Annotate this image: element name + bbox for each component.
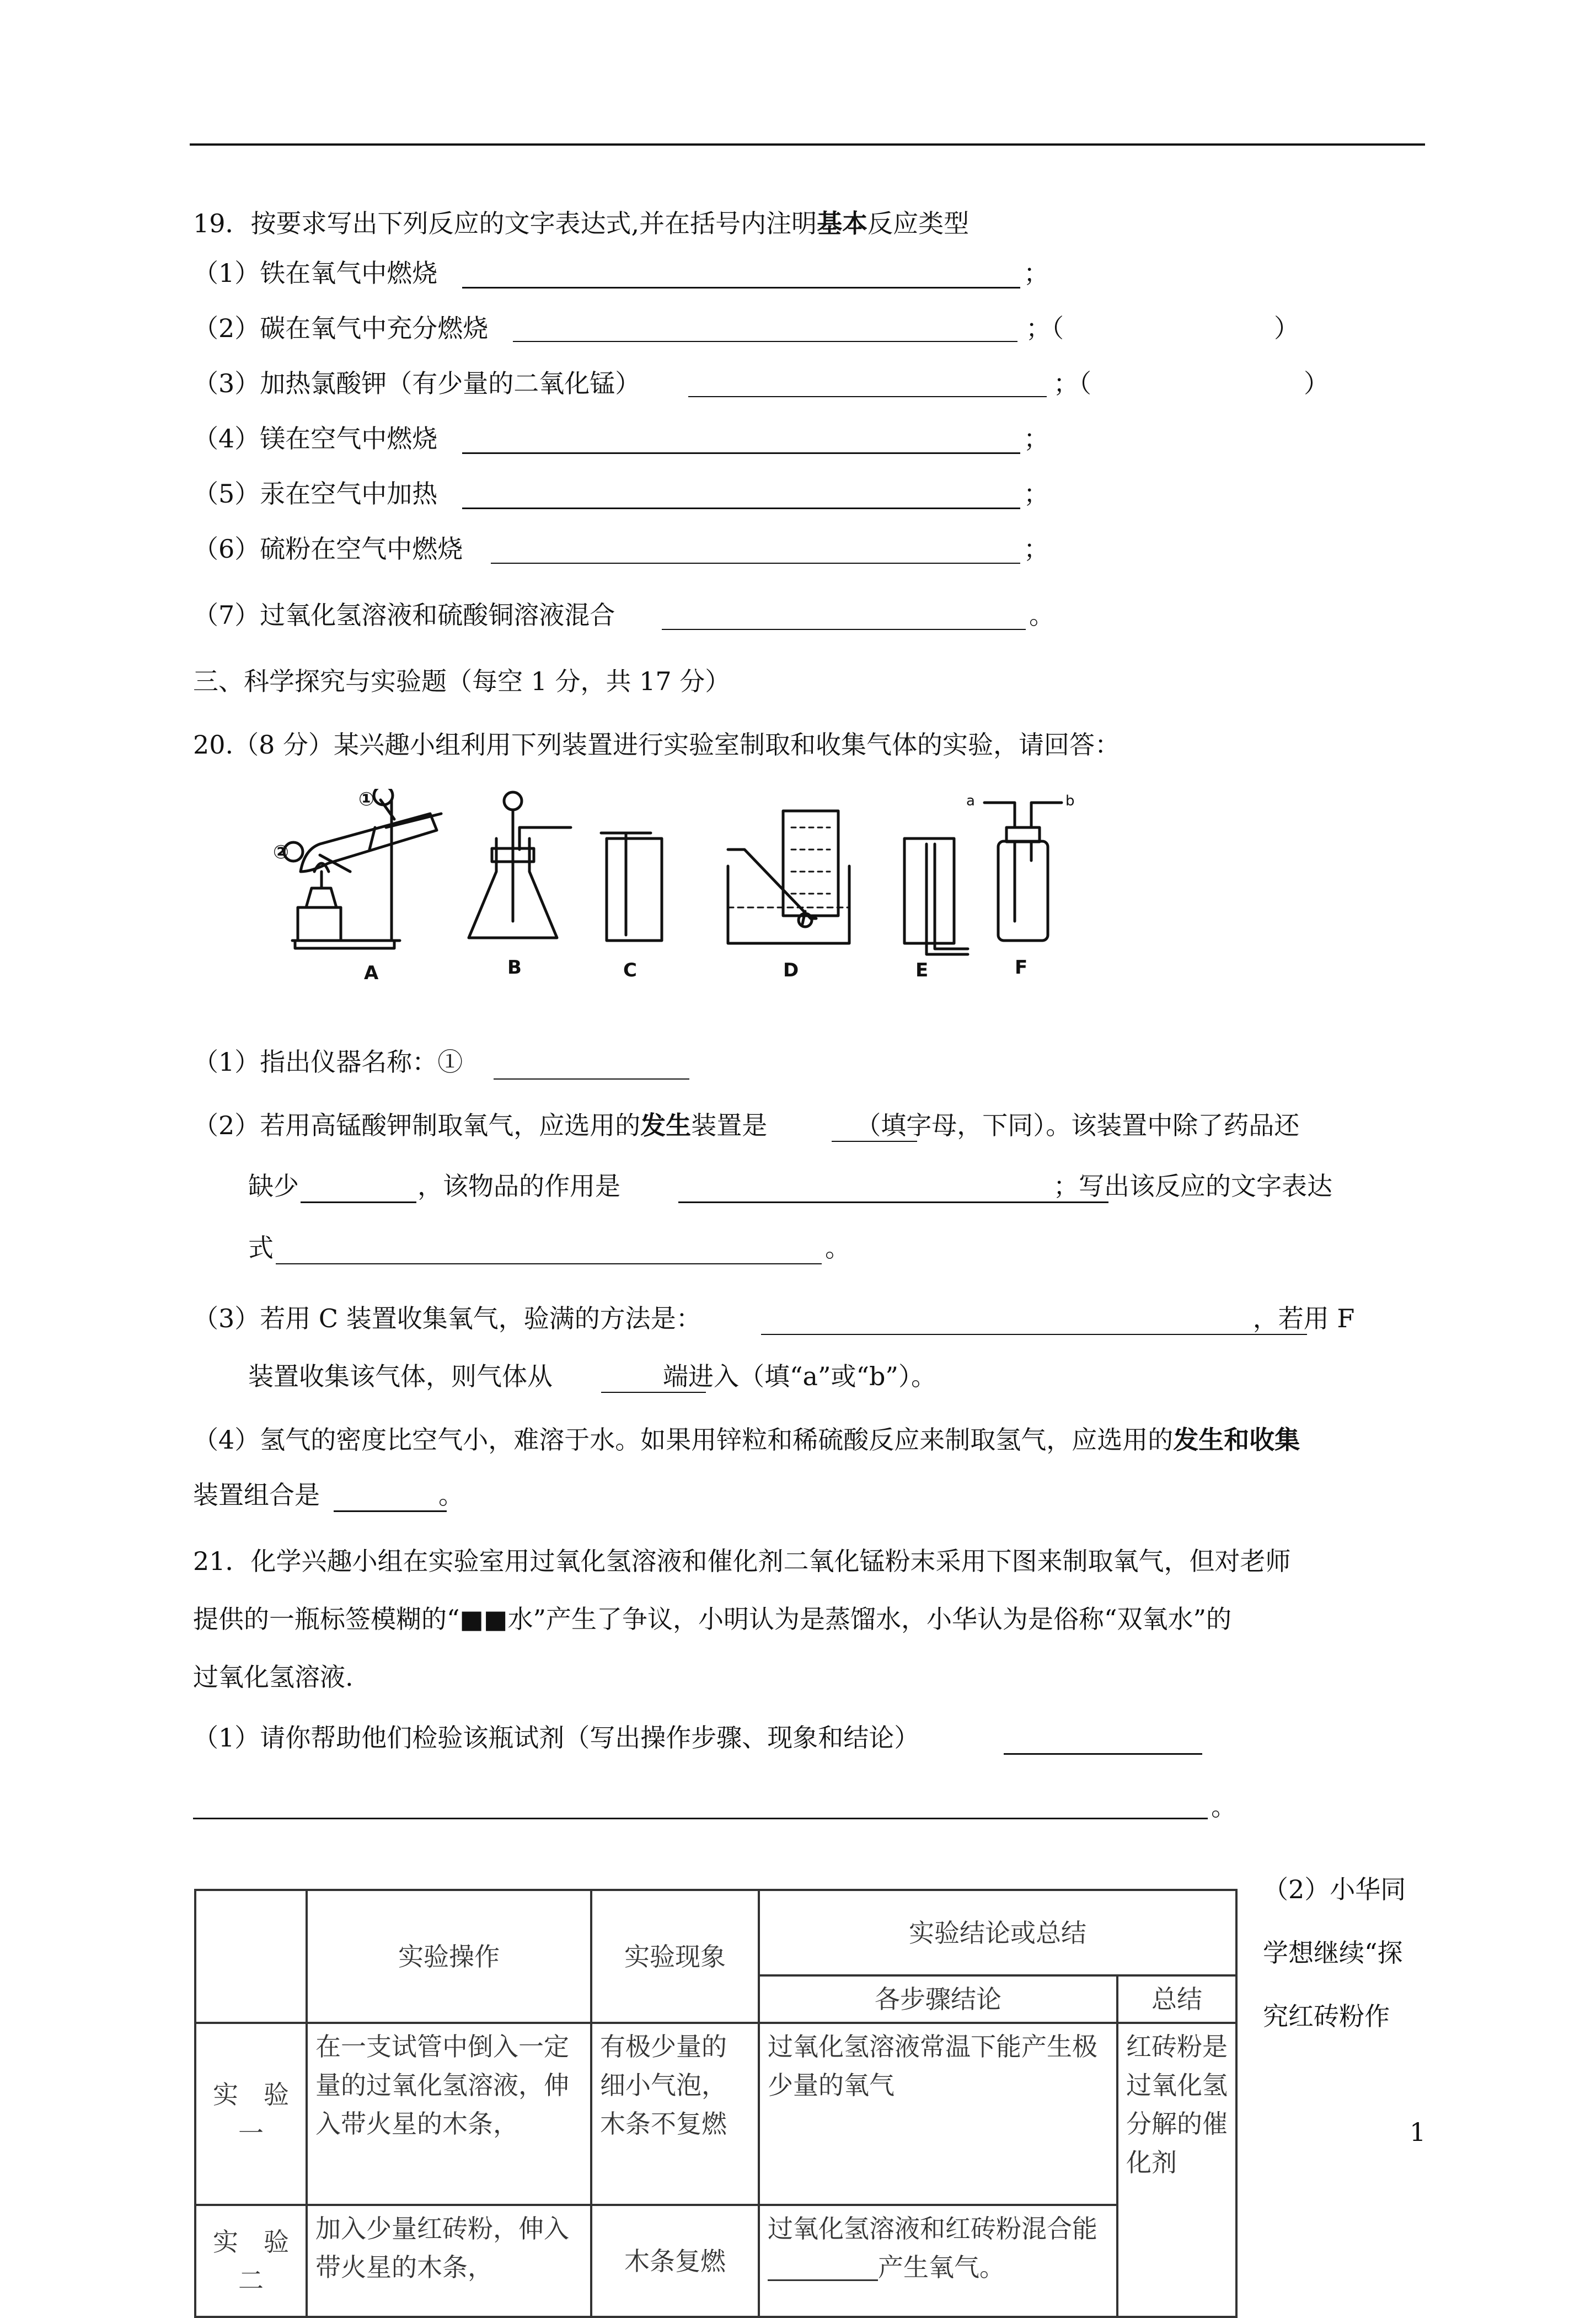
header-step-conclusion: 各步骤结论 bbox=[759, 1975, 1117, 2023]
q20-title: 20.（8 分）某兴趣小组利用下列装置进行实验室制取和收集气体的实验，请回答： bbox=[193, 730, 1121, 760]
q20-port-blank[interactable] bbox=[601, 1392, 706, 1393]
apparatus-e-icon bbox=[904, 838, 968, 954]
apparatus-b-icon bbox=[469, 792, 571, 938]
page-number: 1 bbox=[1410, 2117, 1426, 2147]
q20-part-2-line-1: （2）若用高锰酸钾制取氧气，应选用的发生装置是 （填字母，下同）。该装置中除了药品还 bbox=[193, 1110, 1300, 1140]
experiment-2-phenomenon: 木条复燃 bbox=[591, 2205, 759, 2317]
port-b-label: b bbox=[1065, 793, 1075, 809]
q19-item-2-close: ） bbox=[1274, 313, 1299, 343]
q20-equation-blank[interactable] bbox=[276, 1263, 822, 1264]
q19-item-4: （4）镁在空气中燃烧 bbox=[193, 424, 438, 453]
q20-instrument-blank[interactable] bbox=[494, 1078, 689, 1080]
marker-2: ② bbox=[273, 841, 289, 863]
q19-item-1-end: ； bbox=[1024, 258, 1049, 288]
experiment-1-name: 实 验 一 bbox=[195, 2023, 307, 2205]
q21-test-blank-1[interactable] bbox=[1004, 1753, 1202, 1755]
header-phenomenon: 实验现象 bbox=[591, 1890, 759, 2023]
apparatus-d-icon bbox=[728, 811, 849, 943]
q19-item-1: （1）铁在氧气中燃烧 bbox=[193, 258, 438, 288]
experiment-1-phenomenon: 有极少量的细小气泡，木条不复燃 bbox=[591, 2023, 759, 2205]
q21-line-2: 提供的一瓶标签模糊的“■■水”产生了争议，小明认为是蒸馏水，小华认为是俗称“双氧水”的 bbox=[193, 1604, 1231, 1634]
apparatus-c-icon bbox=[601, 833, 662, 941]
q19-item-6-end: ； bbox=[1024, 534, 1049, 564]
header-conclusion: 实验结论或总结 bbox=[759, 1890, 1236, 1975]
apparatus-label-b: B bbox=[507, 957, 522, 979]
experiment-1-operation: 在一支试管中倒入一定量的过氧化氢溶液，伸入带火星的木条， bbox=[307, 2023, 591, 2205]
q20-part-4-line-2: 装置组合是 。 bbox=[193, 1480, 464, 1510]
q19-item-2-end: ；（ bbox=[1026, 313, 1064, 343]
experiment-table bbox=[194, 1889, 1238, 2318]
apparatus-diagram bbox=[265, 789, 1147, 987]
q19-item-7: （7）过氧化氢溶液和硫酸铜溶液混合 bbox=[193, 600, 615, 630]
q21-part-1-end: 。 bbox=[1211, 1792, 1236, 1822]
experiment-2-operation: 加入少量红砖粉，伸入带火星的木条， bbox=[307, 2205, 591, 2317]
experiment-summary: 红砖粉是过氧化氢分解的催化剂 bbox=[1117, 2023, 1236, 2317]
q20-part-2-line-2: 缺少 ，该物品的作用是 ；写出该反应的文字表达 bbox=[248, 1171, 1332, 1201]
q20-part-3-line-2: 装置收集该气体，则气体从 端进入（填“a”或“b”）。 bbox=[248, 1361, 936, 1391]
header-rule bbox=[190, 143, 1425, 146]
q21-line-1: 21．化学兴趣小组在实验室用过氧化氢溶液和催化剂二氧化锰粉末采用下图来制取氧气，但对老师 bbox=[193, 1546, 1291, 1576]
marker-1: ① bbox=[358, 789, 374, 810]
q20-combination-blank[interactable] bbox=[334, 1510, 447, 1512]
q19-item-7-end: 。 bbox=[1029, 600, 1054, 630]
q21-line-3: 过氧化氢溶液. bbox=[193, 1662, 354, 1692]
experiment-2-step-conclusion: 过氧化氢溶液和红砖粉混合能产生氧气。 bbox=[759, 2205, 1117, 2317]
q19-item-5-end: ； bbox=[1024, 479, 1049, 509]
q19-answer-blank-3[interactable] bbox=[688, 396, 1047, 397]
apparatus-a-icon bbox=[284, 789, 441, 948]
q21-part-1: （1）请你帮助他们检验该瓶试剂（写出操作步骤、现象和结论） bbox=[193, 1723, 920, 1753]
q20-full-check-blank[interactable] bbox=[761, 1334, 1307, 1335]
q20-generator-blank[interactable] bbox=[832, 1141, 917, 1142]
q19-title: 19．按要求写出下列反应的文字表达式,并在括号内注明基本反应类型 bbox=[193, 209, 970, 238]
apparatus-label-f: F bbox=[1015, 957, 1028, 979]
table-corner-cell bbox=[195, 1890, 307, 2023]
header-operation: 实验操作 bbox=[307, 1890, 591, 2023]
q19-item-6: （6）硫粉在空气中燃烧 bbox=[193, 534, 463, 564]
apparatus-f-icon bbox=[984, 803, 1062, 941]
q19-answer-blank-6[interactable] bbox=[491, 563, 1020, 564]
port-a-label: a bbox=[966, 793, 975, 809]
q19-item-2: （2）碳在氧气中充分燃烧 bbox=[193, 313, 489, 343]
apparatus-label-e: E bbox=[915, 959, 929, 981]
header-summary: 总结 bbox=[1117, 1975, 1236, 2023]
q20-part-3-line-1: （3）若用 C 装置收集氧气，验满的方法是： ，若用 F bbox=[193, 1304, 1355, 1333]
q19-answer-blank-1[interactable] bbox=[462, 287, 1020, 289]
q19-answer-blank-2[interactable] bbox=[513, 341, 1017, 342]
table-row bbox=[195, 2023, 1236, 2205]
q19-item-5: （5）汞在空气中加热 bbox=[193, 479, 438, 509]
q19-item-3: （3）加热氯酸钾（有少量的二氧化锰） bbox=[193, 368, 641, 398]
experiment-2-answer-blank[interactable] bbox=[768, 2257, 878, 2281]
q20-part-2-line-3: 式 。 bbox=[248, 1233, 850, 1263]
apparatus-label-a: A bbox=[364, 962, 379, 984]
section-3-heading: 三、科学探究与实验题（每空 1 分，共 17 分） bbox=[193, 666, 731, 696]
q20-part-4-line-1: （4）氢气的密度比空气小，难溶于水。如果用锌粒和稀硫酸反应来制取氢气，应选用的发生和收集 bbox=[193, 1425, 1300, 1455]
q19-answer-blank-5[interactable] bbox=[462, 508, 1020, 509]
q19-answer-blank-4[interactable] bbox=[462, 452, 1020, 454]
apparatus-label-c: C bbox=[623, 959, 637, 981]
experiment-1-step-conclusion: 过氧化氢溶液常温下能产生极少量的氧气 bbox=[759, 2023, 1117, 2205]
q19-item-4-end: ； bbox=[1024, 424, 1049, 453]
experiment-2-name: 实 验 二 bbox=[195, 2205, 307, 2317]
q19-item-3-end: ；（ bbox=[1053, 368, 1091, 398]
q21-part-2-side-3: 究红砖粉作 bbox=[1263, 2001, 1390, 2031]
q20-missing-item-blank[interactable] bbox=[301, 1201, 416, 1203]
q20-item-purpose-blank[interactable] bbox=[678, 1201, 1108, 1203]
q20-part-1: （1）指出仪器名称：① bbox=[193, 1047, 463, 1077]
q21-test-blank-2[interactable] bbox=[193, 1818, 1208, 1819]
q19-answer-blank-7[interactable] bbox=[662, 629, 1026, 630]
table-row bbox=[195, 2205, 1236, 2317]
apparatus-label-d: D bbox=[783, 959, 799, 981]
q21-part-2-side-1: （2）小华同 bbox=[1263, 1874, 1406, 1904]
q19-item-3-close: ） bbox=[1304, 368, 1329, 398]
q21-part-2-side-2: 学想继续“探 bbox=[1263, 1938, 1403, 1968]
